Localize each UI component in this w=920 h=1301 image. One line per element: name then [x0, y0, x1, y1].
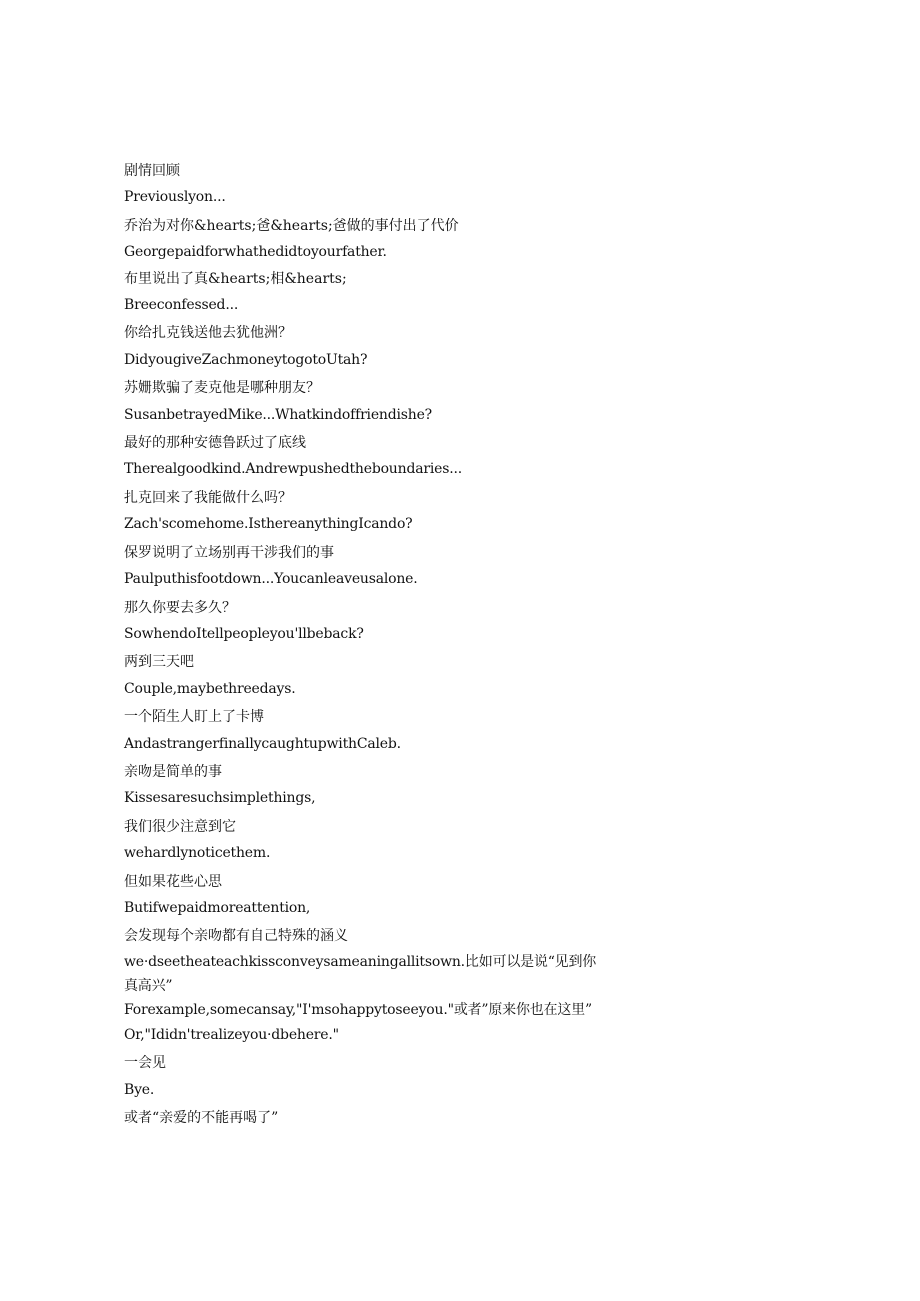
text-line-8: DidyougiveZachmoneytogotoUtah?: [124, 351, 368, 368]
text-line-28: Butifwepaidmoreattention,: [124, 899, 311, 916]
text-line-9: 苏姗欺骗了麦克他是哪种朋友？: [124, 380, 320, 397]
text-line-34: Bye.: [124, 1081, 155, 1098]
text-line-33: 一会见: [124, 1055, 166, 1072]
text-line-16: Paulputhisfootdown...Youcanleaveusalone.: [124, 571, 418, 588]
text-line-30: we·dseetheateachkissconveysameaningallitsown.比如可以是说“见到你真高兴”: [124, 953, 597, 994]
text-line-27: 但如果花些心思: [124, 873, 222, 890]
text-line-19: 两到三天吧: [124, 654, 194, 671]
text-line-24: Kissesaresuchsimplethings,: [124, 790, 316, 807]
text-line-18: SowhendoItellpeopleyou'llbeback?: [124, 625, 364, 642]
text-line-13: 扎克回来了我能做什么吗？: [124, 489, 292, 506]
text-line-3: 乔治为对你&hearts;爸&hearts;爸做的事付出了代价: [124, 217, 459, 234]
text-line-14: Zach'scomehome.IsthereanythingIcando?: [124, 516, 413, 533]
text-line-21: 一个陌生人盯上了卡博: [124, 709, 264, 726]
text-line-17: 那久你要去多久？: [124, 599, 236, 616]
text-line-31: Forexample,somecansay,"I'msohappytoseeyou."或者”原来你也在这里”: [124, 1001, 592, 1018]
text-line-32: Or,"Ididn'trealizeyou·dbehere.": [124, 1026, 339, 1043]
text-line-35: 或者“亲爱的不能再喝了”: [124, 1110, 279, 1126]
text-line-1: 剧情回顾: [124, 163, 180, 179]
text-line-15: 保罗说明了立场别再干涉我们的事: [124, 544, 334, 561]
text-line-25: 我们很少注意到它: [124, 818, 236, 835]
text-line-7: 你给扎克钱送他去犹他洲？: [124, 325, 292, 342]
text-line-22: AndastrangerfinallycaughtupwithCaleb.: [124, 735, 401, 752]
text-line-20: Couple,maybethreedays.: [124, 680, 296, 697]
text-line-2: Previouslyon...: [124, 189, 226, 206]
subtitle-transcript: [124, 158, 604, 1131]
text-line-6: Breeconfessed...: [124, 297, 239, 314]
text-line-4: Georgepaidforwhathedidtoyourfather.: [124, 244, 387, 261]
text-line-11: 最好的那种安德鲁跃过了底线: [124, 435, 306, 452]
text-line-5: 布里说出了真&hearts;相&hearts;: [124, 270, 347, 287]
text-line-10: SusanbetrayedMike...Whatkindoffriendishe?: [124, 406, 432, 423]
text-line-12: Therealgoodkind.Andrewpushedtheboundaries...: [124, 461, 462, 478]
text-line-29: 会发现每个亲吻都有自己特殊的涵义: [124, 928, 348, 945]
text-line-26: wehardlynoticethem.: [124, 845, 271, 862]
text-line-23: 亲吻是简单的事: [124, 763, 222, 780]
